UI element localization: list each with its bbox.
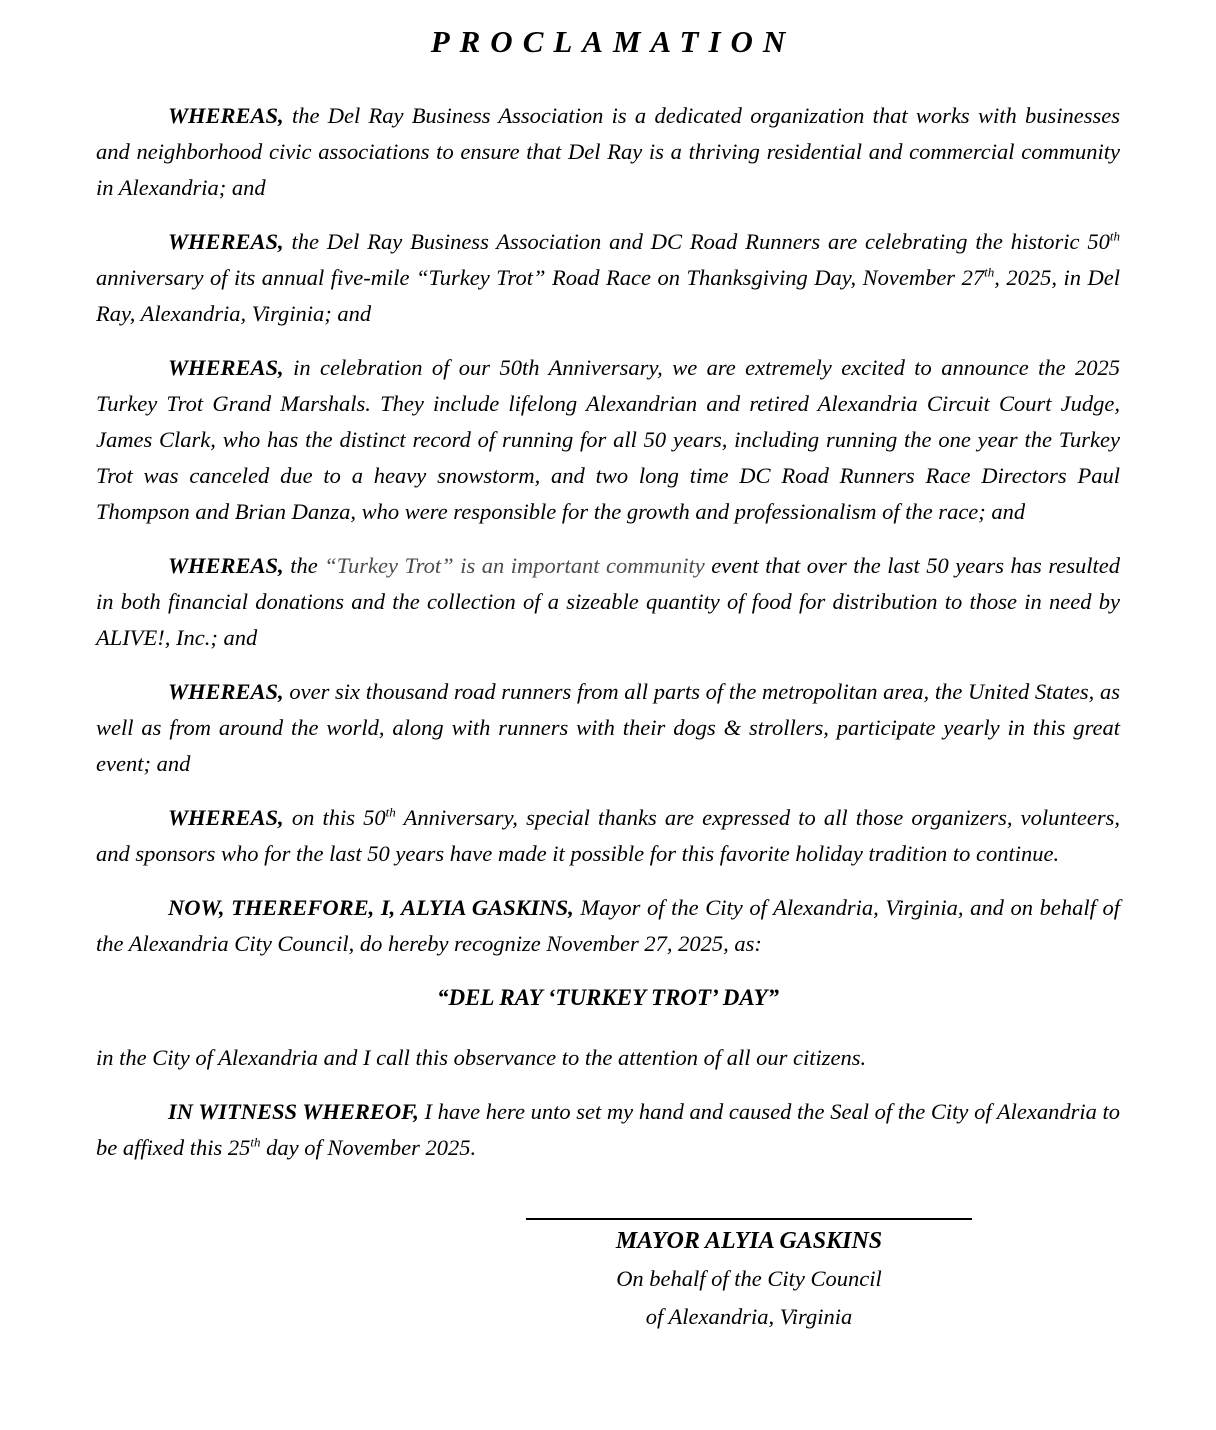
paragraph-text: anniversary of its annual five-mile “Turkey Trot” Road Race on Thanksgiving Day, November 27	[96, 265, 985, 290]
paragraph-text: on this 50	[283, 805, 386, 830]
paragraph-text: the Del Ray Business Association is a dedicated organization that works with businesses and neighborhood civic associations to ensure that Del Ray is a thriving residential and commercial community in Alexandria; and	[96, 103, 1120, 200]
paragraph	[96, 350, 1120, 530]
paragraph	[96, 1040, 1120, 1076]
paragraph-lead-in: NOW, THEREFORE, I, ALYIA GASKINS,	[168, 895, 574, 920]
paragraph-text: I have here unto set my hand and caused the Seal of the City of Alexandria to be affixed this 25	[96, 1099, 1120, 1160]
paragraph	[96, 890, 1120, 962]
page-title: PROCLAMATION	[430, 24, 796, 59]
paragraph	[96, 674, 1120, 782]
proclaimed-day-heading: “DEL RAY ‘TURKEY TROT’ DAY”	[436, 985, 780, 1010]
paragraph-lead-in: WHEREAS,	[168, 229, 284, 254]
paragraph-text: the	[283, 553, 325, 578]
ordinal-superscript: th	[250, 1134, 261, 1150]
paragraph	[96, 800, 1120, 872]
paragraph-text: over six thousand road runners from all parts of the metropolitan area, the United States, as well as from around the world, along with runners with their dogs & strollers, participate yearly in this great event; and	[96, 679, 1120, 776]
ordinal-superscript: th	[1109, 228, 1120, 244]
paragraph-text: day of November 2025.	[260, 1135, 477, 1160]
paragraph-lead-in: IN WITNESS WHEREOF,	[168, 1099, 419, 1124]
paragraph-lead-in: WHEREAS,	[168, 553, 284, 578]
signature-line	[526, 1218, 972, 1220]
paragraph-lead-in: WHEREAS,	[168, 355, 284, 380]
paragraph	[96, 224, 1120, 332]
ordinal-superscript: th	[984, 264, 995, 280]
document-body	[96, 98, 1120, 1166]
signature-name: MAYOR ALYIA GASKINS	[615, 1228, 883, 1254]
paragraph-text: Anniversary, special thanks are expressed to all those organizers, volunteers, and sponsors who for the last 50 years have made it possible for this favorite holiday tradition to continue.	[96, 805, 1120, 866]
paragraph-lead-in: WHEREAS,	[168, 805, 284, 830]
paragraph-text: Mayor of the City of Alexandria, Virginia, and on behalf of the Alexandria City Council, do hereby recognize November 27, 2025, as:	[96, 895, 1120, 956]
paragraph-text: in celebration of our 50th Anniversary, we are extremely excited to announce the 2025 Turkey Trot Grand Marshals. They include lifelong Alexandrian and retired Alexandria Circuit Court Judge, James Clark, who has the distinct record of running for all 50 years, including running the one year the Turkey Trot was canceled due to a heavy snowstorm, and two long time DC Road Runners Race Directors Paul Thompson and Brian Danza, who were responsible for the growth and professionalism of the race; and	[96, 355, 1120, 524]
paragraph-text: in the City of Alexandria and I call this observance to the attention of all our citizens.	[96, 1045, 867, 1070]
signature-location: of Alexandria, Virginia	[645, 1304, 853, 1329]
paragraph	[96, 98, 1120, 206]
signature-block	[526, 1218, 972, 1336]
paragraph-text: event that over the last 50 years has resulted in both financial donations and the collection of a sizeable quantity of food for distribution to those in need by ALIVE!, Inc.; and	[96, 553, 1120, 650]
paragraph	[96, 1094, 1120, 1166]
paragraph-text: the Del Ray Business Association and DC Road Runners are celebrating the historic 50	[283, 229, 1110, 254]
paragraph	[96, 548, 1120, 656]
paragraph-text: , 2025, in Del Ray, Alexandria, Virginia; and	[96, 265, 1120, 326]
paragraph-lead-in: WHEREAS,	[168, 103, 284, 128]
paragraph-lead-in: WHEREAS,	[168, 679, 284, 704]
ordinal-superscript: th	[385, 804, 396, 820]
paragraph-text: “Turkey Trot” is an important community	[324, 553, 705, 578]
signature-on-behalf: On behalf of the City Council	[616, 1266, 882, 1291]
